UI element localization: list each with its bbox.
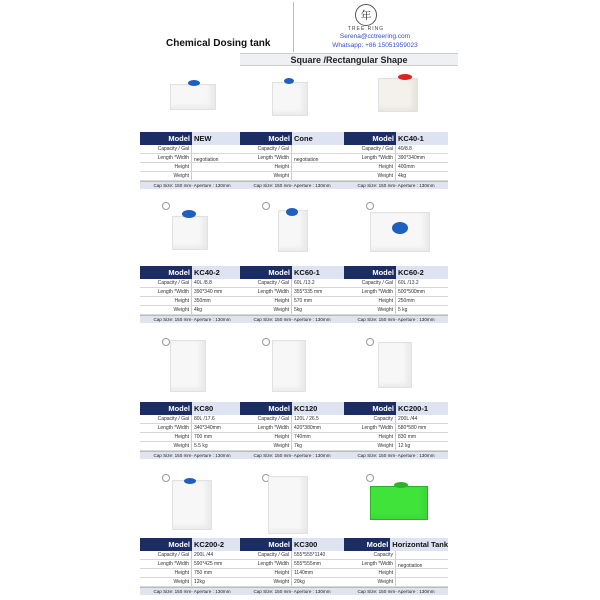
weight-label: Weight (344, 306, 396, 314)
height-value: 1140mm (294, 570, 314, 576)
height-label: Height (240, 569, 292, 577)
height-value (292, 163, 344, 171)
spec-row-capacity (240, 415, 344, 424)
weight-label: Weight (140, 578, 192, 586)
capacity-value (396, 551, 448, 559)
spec-row-length-width (240, 288, 344, 297)
spec-row-weight (240, 442, 344, 451)
tank-body (378, 342, 412, 388)
product-photo (140, 336, 244, 400)
negotiation-note: negotiation (294, 157, 319, 163)
cap-size-line: Cap Size: 150 mm- Aperture : 130mm (344, 315, 448, 323)
weight-value: 5kg (294, 307, 303, 313)
weight-value (192, 172, 244, 180)
cap-size-line: Cap Size: 150 mm- Aperture : 130mm (140, 451, 244, 459)
tank-body (272, 82, 308, 116)
logo-circle-icon (162, 474, 170, 482)
weight-value: 20kg (294, 579, 305, 585)
spec-row-weight (240, 306, 344, 315)
spec-row-height (344, 569, 448, 578)
tank-body (172, 480, 212, 530)
length-width-label: Length *Width (240, 288, 292, 296)
tank-cap (392, 222, 408, 234)
capacity-value: 80L /17.6 (194, 416, 215, 422)
tree-ring-mini-logo (260, 202, 272, 210)
spec-table (240, 266, 344, 323)
spec-row-capacity (240, 279, 344, 288)
tree-ring-mini-logo (364, 474, 376, 482)
cap-size-line: Cap Size: 150 mm- Aperture : 130mm (240, 587, 344, 595)
model-name: KC120 (292, 402, 344, 415)
spec-body (140, 551, 244, 587)
tank-body (378, 78, 418, 112)
product-photo (240, 472, 344, 536)
weight-label: Weight (344, 172, 396, 180)
spec-body (344, 415, 448, 451)
tank-body (272, 340, 306, 392)
height-label: Height (344, 297, 396, 305)
spec-row-capacity (240, 145, 344, 154)
spec-row-height (240, 297, 344, 306)
capacity-label: Capacity (344, 551, 396, 559)
spec-row-height (344, 297, 448, 306)
spec-row-capacity (344, 415, 448, 424)
product-photo (140, 200, 244, 264)
model-label: Model (344, 402, 396, 415)
height-label: Height (140, 569, 192, 577)
spec-body (140, 415, 244, 451)
spec-row-length-width (344, 424, 448, 433)
spec-body (240, 279, 344, 315)
model-header (240, 538, 344, 551)
model-header (344, 538, 448, 551)
capacity-value: 60L /13.2 (398, 280, 419, 286)
cap-size-line: Cap Size: 150 mm- Aperture : 130mm (240, 451, 344, 459)
model-name: KC300 (292, 538, 344, 551)
spec-body (140, 279, 244, 315)
height-value: 250mm (398, 298, 415, 304)
model-header (140, 538, 244, 551)
tank-cap (398, 74, 412, 80)
model-name: KC80 (192, 402, 244, 415)
spec-row-weight (344, 306, 448, 315)
spec-table (344, 538, 448, 595)
model-header (240, 402, 344, 415)
length-width-label: Length *Width (140, 154, 192, 162)
page-title: Chemical Dosing tank (166, 38, 271, 49)
spec-body (140, 145, 244, 181)
spec-row-length-width (140, 288, 244, 297)
spec-table (240, 538, 344, 595)
model-header (140, 132, 244, 145)
product-photo (344, 472, 448, 536)
product-photo (140, 472, 244, 536)
product-photo (140, 66, 244, 130)
length-width-label: Length *Width (344, 560, 396, 568)
spec-row-length-width (240, 424, 344, 433)
model-label: Model (140, 538, 192, 551)
capacity-value: 40L /8.8 (194, 280, 212, 286)
spec-row-length-width (240, 560, 344, 569)
weight-value: 12 kg (398, 443, 411, 449)
height-label: Height (240, 163, 292, 171)
spec-row-capacity (140, 279, 244, 288)
capacity-value: 60L /13.2 (294, 280, 315, 286)
spec-row-weight (140, 172, 244, 181)
model-label: Model (240, 538, 292, 551)
model-name: KC40-1 (396, 132, 448, 145)
spec-row-capacity (140, 551, 244, 560)
length-width-label: Length *Width (240, 424, 292, 432)
logo-circle-icon (162, 202, 170, 210)
model-name: KC40-2 (192, 266, 244, 279)
capacity-label: Capacity / Gal (344, 145, 396, 153)
model-header (344, 266, 448, 279)
model-label: Model (240, 132, 292, 145)
length-width-value: 580*580 mm (398, 425, 427, 431)
negotiation-note: negotiation (398, 563, 423, 569)
spec-row-length-width (344, 560, 448, 569)
tank-body (170, 340, 206, 392)
capacity-label: Capacity / Gal (344, 279, 396, 287)
spec-row-height (344, 433, 448, 442)
spec-row-capacity (344, 279, 448, 288)
product-photo (344, 200, 448, 264)
capacity-value (292, 145, 344, 153)
model-label: Model (344, 538, 390, 551)
tank-body (170, 84, 216, 110)
spec-row-height (140, 297, 244, 306)
length-width-label: Length *Width (240, 560, 292, 568)
model-name: Horizontal Tank (392, 540, 448, 549)
length-width-value: 500*500mm (398, 289, 425, 295)
logo-circle-icon (162, 338, 170, 346)
capacity-value: 40/8.8 (398, 146, 412, 152)
model-name: KC60-2 (396, 266, 448, 279)
spec-row-height (240, 569, 344, 578)
height-value: 400mm (398, 164, 415, 170)
model-name: Cone (292, 132, 344, 145)
length-width-value: 590*425 mm (194, 561, 223, 567)
tank-cap (182, 210, 196, 218)
capacity-label: Capacity / Gal (240, 279, 292, 287)
spec-table (140, 402, 244, 459)
cap-size-line: Cap Size: 150 mm- Aperture : 130mm (344, 451, 448, 459)
product-photo (344, 66, 448, 130)
product-photo (240, 200, 344, 264)
model-header (240, 132, 344, 145)
length-width-value: 420*380mm (294, 425, 321, 431)
capacity-label: Capacity / Gal (140, 145, 192, 153)
model-label: Model (240, 402, 292, 415)
spec-row-weight (344, 442, 448, 451)
height-value: 830 mm (398, 434, 417, 440)
length-width-label: Length *Width (344, 288, 396, 296)
spec-body (344, 279, 448, 315)
weight-label: Weight (344, 578, 396, 586)
spec-table (240, 132, 344, 189)
tree-ring-mini-logo (260, 338, 272, 346)
spec-table (240, 402, 344, 459)
tank-cap (394, 482, 408, 488)
cap-size-line: Cap Size: 150 mm- Aperture : 130mm (344, 587, 448, 595)
model-label: Model (240, 266, 292, 279)
spec-row-length-width (140, 424, 244, 433)
logo-circle-icon (262, 202, 270, 210)
weight-label: Weight (140, 172, 192, 180)
spec-row-capacity (344, 145, 448, 154)
spec-row-length-width (140, 154, 244, 163)
weight-value: 4kg (194, 307, 203, 313)
spec-table (140, 132, 244, 189)
model-header (240, 266, 344, 279)
length-width-value: 390*340mm (398, 155, 425, 161)
shape-subtitle: Square /Rectangular Shape (240, 53, 458, 66)
tank-body (172, 216, 208, 250)
spec-row-weight (140, 442, 244, 451)
logo-circle-icon (262, 338, 270, 346)
height-label: Height (140, 433, 192, 441)
spec-row-height (140, 569, 244, 578)
height-label: Height (344, 569, 396, 577)
spec-row-length-width (140, 560, 244, 569)
capacity-label: Capacity (344, 415, 396, 423)
weight-value: 7kg (294, 443, 303, 449)
height-value: 750 mm (194, 570, 213, 576)
height-label: Height (240, 433, 292, 441)
height-label: Height (140, 297, 192, 305)
length-width-label: Length *Width (344, 154, 396, 162)
tree-ring-mini-logo (160, 474, 172, 482)
length-width-value: 340*340mm (194, 425, 221, 431)
spec-row-capacity (140, 145, 244, 154)
cap-size-line: Cap Size: 150 mm- Aperture : 130mm (344, 181, 448, 189)
cap-size-line: Cap Size: 150 mm- Aperture : 130mm (140, 315, 244, 323)
brand-name: TREE RING (347, 26, 385, 32)
spec-table (140, 266, 244, 323)
weight-label: Weight (140, 306, 192, 314)
cap-size-line: Cap Size: 150 mm- Aperture : 130mm (240, 181, 344, 189)
spec-row-weight (344, 172, 448, 181)
length-width-value: 555*555mm (294, 561, 321, 567)
tank-cap (284, 78, 294, 84)
cap-size-line: Cap Size: 150 mm- Aperture : 130mm (140, 181, 244, 189)
spec-body (240, 145, 344, 181)
spec-row-height (140, 163, 244, 172)
length-width-label: Length *Width (140, 424, 192, 432)
height-value (192, 163, 244, 171)
tank-body (370, 486, 428, 520)
weight-value: 12kg (194, 579, 205, 585)
capacity-value (192, 145, 244, 153)
spec-row-weight (240, 578, 344, 587)
spec-row-capacity (140, 415, 244, 424)
product-photo (240, 336, 344, 400)
spec-row-length-width (344, 154, 448, 163)
spec-table (344, 266, 448, 323)
model-label: Model (344, 266, 396, 279)
spec-row-length-width (344, 288, 448, 297)
tank-body (278, 210, 308, 252)
model-label: Model (140, 266, 192, 279)
spec-row-capacity (240, 551, 344, 560)
model-label: Model (344, 132, 396, 145)
product-photo (240, 66, 344, 130)
cap-size-line: Cap Size: 150 mm- Aperture : 130mm (140, 587, 244, 595)
height-value: 570 mm (294, 298, 313, 304)
tree-ring-mini-logo (364, 202, 376, 210)
contact-whatsapp: Whatsapp: +86 15051959023 (332, 42, 418, 49)
tank-cap (188, 80, 200, 86)
model-name: KC200-1 (396, 402, 448, 415)
product-photo (344, 336, 448, 400)
cap-size-line: Cap Size: 150 mm- Aperture : 130mm (240, 315, 344, 323)
weight-value: 5.5 kg (194, 443, 208, 449)
capacity-value: 200L /44 (194, 552, 214, 558)
model-name: NEW (192, 132, 244, 145)
tree-ring-mini-logo (160, 202, 172, 210)
capacity-value: 120L / 26.5 (294, 416, 319, 422)
logo-circle-icon (366, 338, 374, 346)
header-divider (293, 2, 294, 52)
capacity-label: Capacity / Gal (240, 145, 292, 153)
spec-row-weight (140, 306, 244, 315)
spec-body (240, 551, 344, 587)
height-label: Height (240, 297, 292, 305)
model-name: KC60-1 (292, 266, 344, 279)
model-header (140, 266, 244, 279)
spec-row-height (344, 163, 448, 172)
weight-label: Weight (240, 306, 292, 314)
capacity-label: Capacity / Gal (140, 279, 192, 287)
spec-row-height (140, 433, 244, 442)
weight-value (396, 578, 448, 586)
spec-table (344, 132, 448, 189)
logo-circle-icon (366, 474, 374, 482)
model-header (344, 132, 448, 145)
length-width-value: 355*335 mm (294, 289, 323, 295)
spec-body (240, 415, 344, 451)
height-value (396, 569, 448, 577)
tank-cap (286, 208, 298, 216)
tank-cap (184, 478, 196, 484)
height-value: 700 mm (194, 434, 213, 440)
tree-ring-mini-logo (364, 338, 376, 346)
weight-label: Weight (140, 442, 192, 450)
weight-value (292, 172, 344, 180)
capacity-label: Capacity / Gal (240, 551, 292, 559)
length-width-label: Length *Width (344, 424, 396, 432)
length-width-label: Length *Width (140, 560, 192, 568)
weight-label: Weight (240, 578, 292, 586)
spec-row-weight (140, 578, 244, 587)
spec-body (344, 145, 448, 181)
capacity-value: 200L /44 (398, 416, 418, 422)
spec-table (140, 538, 244, 595)
height-label: Height (344, 433, 396, 441)
model-header (344, 402, 448, 415)
model-name: KC200-2 (192, 538, 244, 551)
capacity-label: Capacity / Gal (240, 415, 292, 423)
length-width-value: 390*340 mm (194, 289, 223, 295)
spec-row-capacity (344, 551, 448, 560)
spec-row-height (240, 433, 344, 442)
height-value: 740mm (294, 434, 311, 440)
height-value: 350mm (194, 298, 211, 304)
negotiation-note: negotiation (194, 157, 219, 163)
spec-row-weight (240, 172, 344, 181)
weight-value: 5 kg (398, 307, 408, 313)
height-label: Height (344, 163, 396, 171)
length-width-label: Length *Width (240, 154, 292, 162)
height-label: Height (140, 163, 192, 171)
tank-body (268, 476, 308, 534)
weight-label: Weight (240, 172, 292, 180)
capacity-label: Capacity / Gal (140, 415, 192, 423)
spec-row-height (240, 163, 344, 172)
model-header (140, 402, 244, 415)
spec-row-weight (344, 578, 448, 587)
logo-circle-icon (366, 202, 374, 210)
weight-value: 4kg (398, 173, 407, 179)
weight-label: Weight (344, 442, 396, 450)
weight-label: Weight (240, 442, 292, 450)
contact-email[interactable]: Serena@cctreering.com (339, 33, 411, 40)
capacity-value: 555*555*1140 (294, 552, 326, 558)
catalog-sheet (140, 0, 458, 600)
spec-row-length-width (240, 154, 344, 163)
model-label: Model (140, 132, 192, 145)
capacity-label: Capacity / Gal (140, 551, 192, 559)
length-width-label: Length *Width (140, 288, 192, 296)
spec-table (344, 402, 448, 459)
spec-body (344, 551, 448, 587)
tree-ring-logo: 年 (355, 4, 377, 26)
model-label: Model (140, 402, 192, 415)
